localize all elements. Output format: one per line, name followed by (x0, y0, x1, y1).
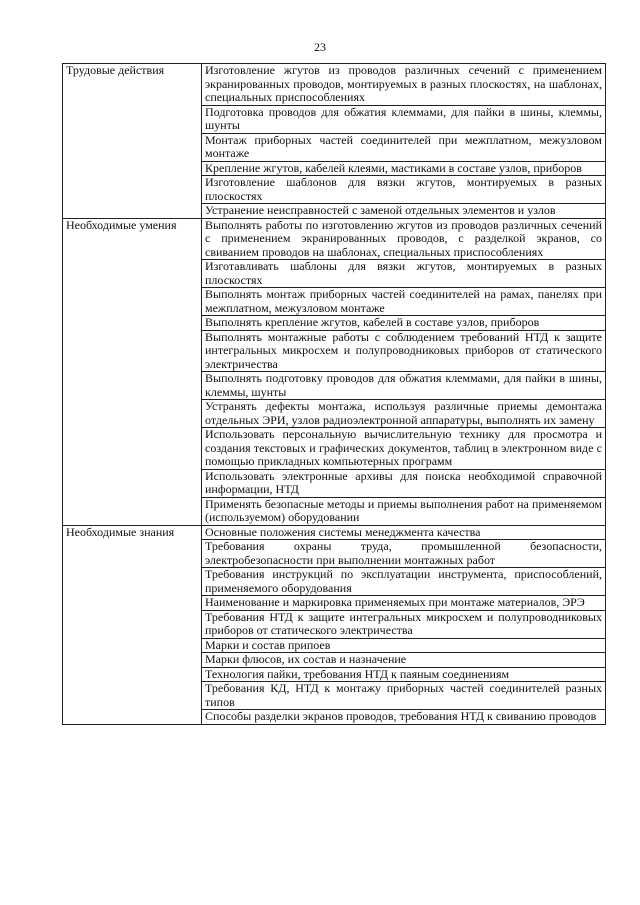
item-text: Выполнять крепление жгутов, кабелей в составе узлов, приборов (202, 316, 606, 331)
item-text: Выполнять монтажные работы с соблюдением требований НТД к защите интегральных микросхем и полупроводниковых приборов от статического электричества (202, 330, 606, 372)
page-number: 23 (314, 40, 326, 54)
item-text: Использовать электронные архивы для поиска необходимой справочной информации, НТД (202, 469, 606, 497)
item-text: Требования НТД к защите интегральных микросхем и полупроводниковых приборов от статического электричества (202, 610, 606, 638)
item-text: Крепление жгутов, кабелей клеями, мастиками в составе узлов, приборов (202, 161, 606, 176)
competency-table (62, 63, 606, 725)
item-text: Марки флюсов, их состав и назначение (202, 653, 606, 668)
table-body (63, 64, 606, 725)
table-row (63, 218, 606, 260)
item-text: Выполнять работы по изготовлению жгутов из проводов различных сечений с применением экранированных проводов, с разделкой экранов, со свиванием проводов на шаблонах, специальных приспособлениях (202, 218, 606, 260)
item-text: Марки и состав припоев (202, 638, 606, 653)
item-text: Требования инструкций по эксплуатации инструмента, приспособлений, применяемого оборудования (202, 568, 606, 596)
item-text: Требования охраны труда, промышленной безопасности, электробезопасности при выполнении монтажных работ (202, 540, 606, 568)
section-label: Трудовые действия (63, 64, 202, 219)
item-text: Выполнять подготовку проводов для обжатия клеммами, для пайки в шины, клеммы, шунты (202, 372, 606, 400)
section-label: Необходимые умения (63, 218, 202, 525)
item-text: Подготовка проводов для обжатия клеммами, для пайки в шины, клеммы, шунты (202, 105, 606, 133)
item-text: Изготовление жгутов из проводов различных сечений с применением экранированных проводов, монтируемых в разных плоскостях, на шаблонах, специальных приспособлениях (202, 64, 606, 106)
item-text: Применять безопасные методы и приемы выполнения работ на применяемом (используемом) оборудовании (202, 497, 606, 525)
item-text: Изготовление шаблонов для вязки жгутов, монтируемых в разных плоскостях (202, 176, 606, 204)
table-row (63, 64, 606, 106)
item-text: Основные положения системы менеджмента качества (202, 525, 606, 540)
item-text: Технология пайки, требования НТД к паяным соединениям (202, 667, 606, 682)
item-text: Изготавливать шаблоны для вязки жгутов, монтируемых в разных плоскостях (202, 260, 606, 288)
item-text: Наименование и маркировка применяемых при монтаже материалов, ЭРЭ (202, 596, 606, 611)
item-text: Использовать персональную вычислительную технику для просмотра и создания текстовых и графических документов, таблиц в электронном виде с помощью прикладных компьютерных программ (202, 428, 606, 470)
section-label: Необходимые знания (63, 525, 202, 724)
item-text: Монтаж приборных частей соединителей при межплатном, межузловом монтаже (202, 133, 606, 161)
item-text: Способы разделки экранов проводов, требования НТД к свиванию проводов (202, 710, 606, 725)
item-text: Требования КД, НТД к монтажу приборных частей соединителей разных типов (202, 682, 606, 710)
table-row (63, 525, 606, 540)
item-text: Устранение неисправностей с заменой отдельных элементов и узлов (202, 204, 606, 219)
item-text: Устранять дефекты монтажа, используя различные приемы демонтажа отдельных ЭРИ, узлов радиоэлектронной аппаратуры, выполнять их замену (202, 400, 606, 428)
item-text: Выполнять монтаж приборных частей соединителей на рамах, панелях при межплатном, межузловом монтаже (202, 288, 606, 316)
